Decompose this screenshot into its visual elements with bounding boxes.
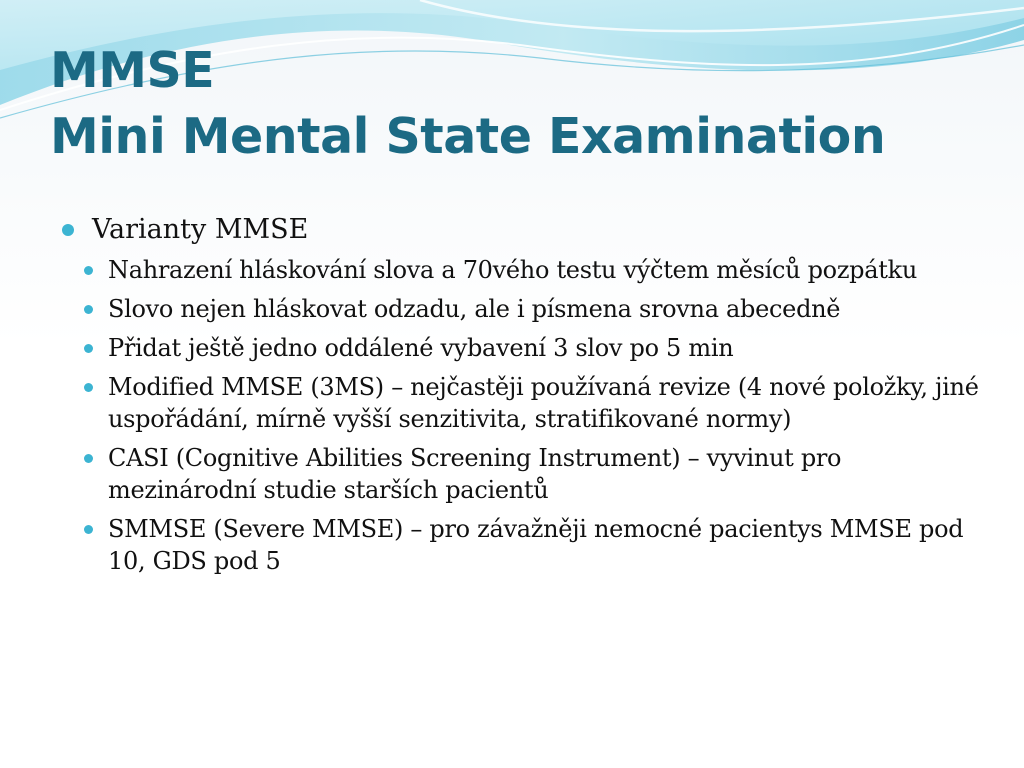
- main-bullet-item: [62, 212, 982, 577]
- sub-bullet-item: [80, 254, 982, 286]
- bullet-dot-icon: [84, 383, 93, 392]
- sub-bullet-item: [80, 332, 982, 364]
- sub-bullet-item: [80, 513, 982, 577]
- sub-bullet-item: [80, 442, 982, 506]
- sub-bullet-text: Modified MMSE (3MS) – nejčastěji používaná revize (4 nové položky, jiné uspořádání, mírně vyšší senzitivita, stratifikované normy): [108, 373, 979, 433]
- bullet-list: [62, 212, 982, 584]
- bullet-dot-icon: [84, 454, 93, 463]
- sub-bullet-item: [80, 293, 982, 325]
- bullet-dot-icon: [84, 266, 93, 275]
- slide-title: [50, 38, 990, 170]
- sub-bullet-text: SMMSE (Severe MMSE) – pro závažněji nemocné pacientys MMSE pod 10, GDS pod 5: [108, 515, 964, 575]
- sub-bullet-text: CASI (Cognitive Abilities Screening Instrument) – vyvinut pro mezinárodní studie starších pacientů: [108, 444, 842, 504]
- bullet-dot-icon: [84, 305, 93, 314]
- bullet-dot-icon: [84, 525, 93, 534]
- main-bullet-text: Varianty MMSE: [92, 214, 309, 245]
- bullet-dot-icon: [84, 344, 93, 353]
- title-line-abbreviation: MMSE: [50, 42, 215, 99]
- sub-bullet-text: Nahrazení hláskování slova a 70vého testu výčtem měsíců pozpátku: [108, 256, 917, 284]
- sub-bullet-text: Přidat ještě jedno oddálené vybavení 3 slov po 5 min: [108, 334, 734, 362]
- sub-bullet-item: [80, 371, 982, 435]
- bullet-dot-icon: [62, 224, 74, 236]
- sub-bullet-list: [80, 254, 982, 577]
- title-line-full-name: Mini Mental State Examination: [50, 108, 886, 165]
- sub-bullet-text: Slovo nejen hláskovat odzadu, ale i písmena srovna abecedně: [108, 295, 841, 323]
